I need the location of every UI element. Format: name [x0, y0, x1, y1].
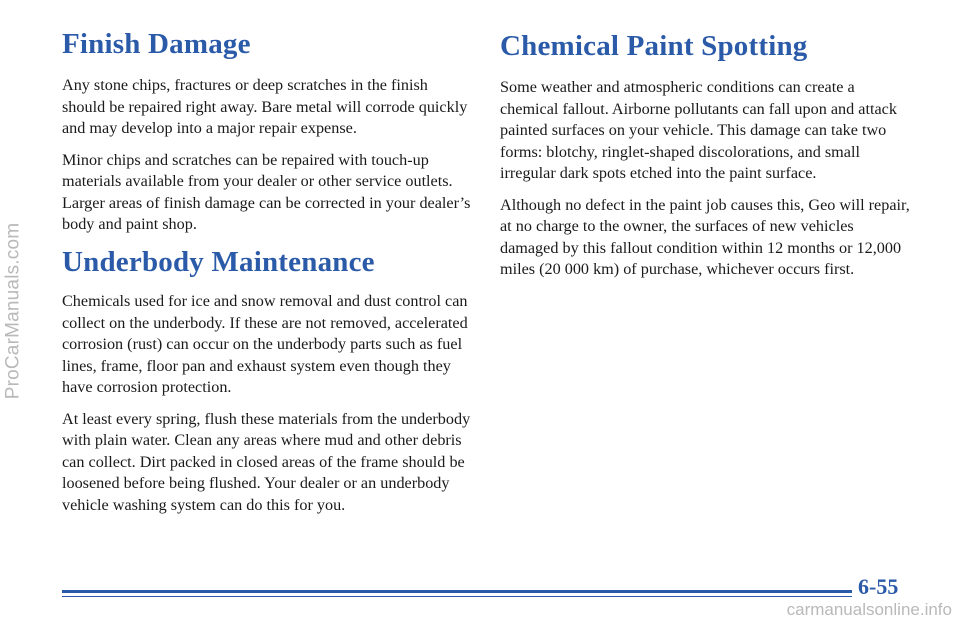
finish-damage-paragraph-2: Minor chips and scratches can be repaired with touch-up materials available from your dealer or other service outlets. Larger areas of finish damage can be corrected in your dealer’s body and paint shop. [62, 150, 471, 234]
chemical-paint-spotting-paragraph-1: Some weather and atmospheric conditions can create a chemical fallout. Airborne pollutants can fall upon and attack painted surfaces on your vehicle. This damage can take two forms: blotchy, ringlet-shaped discolorations, and small irregular dark spots etched into the paint surface. [500, 78, 897, 183]
finish-damage-heading: Finish Damage [62, 28, 251, 60]
footer-rule-thin [62, 596, 852, 597]
footer-rule-thick [62, 590, 852, 593]
page-number: 6-55 [858, 574, 899, 599]
bottom-watermark: carmanualsonline.info [786, 600, 952, 619]
chemical-paint-spotting-paragraph-2: Although no defect in the paint job causes this, Geo will repair, at no charge to the owner, the surfaces of new vehicles damaged by this fallout condition within 12 months or 12,000 miles (20 000 km) of purchase, whichever occurs first. [500, 195, 910, 279]
footer-rule [62, 590, 852, 597]
underbody-maintenance-heading: Underbody Maintenance [62, 245, 375, 278]
underbody-maintenance-paragraph-2: At least every spring, flush these materials from the underbody with plain water. Clean any areas where mud and other debris can collect. Dirt packed in closed areas of the frame should be loosened before being flushed. Your dealer or an underbody vehicle washing system can do this for you. [62, 409, 471, 514]
right-column [500, 28, 910, 291]
chemical-paint-spotting-section [500, 30, 910, 281]
left-column [62, 28, 472, 526]
underbody-maintenance-section [62, 246, 472, 516]
finish-damage-section [62, 28, 472, 236]
finish-damage-paragraph-1: Any stone chips, fractures or deep scratches in the finish should be repaired right away. Bare metal will corrode quickly and may develop into a major repair expense. [62, 76, 468, 138]
side-watermark-text: ProCarManuals.com [2, 222, 24, 400]
underbody-maintenance-paragraph-1: Chemicals used for ice and snow removal and dust control can collect on the underbody. If these are not removed, accelerated corrosion (rust) can occur on the underbody parts such as fuel lines, frame, floor pan and exhaust system even though they have corrosion protection. [62, 292, 468, 397]
side-watermark [0, 0, 26, 622]
chemical-paint-spotting-heading: Chemical Paint Spotting [500, 30, 808, 62]
